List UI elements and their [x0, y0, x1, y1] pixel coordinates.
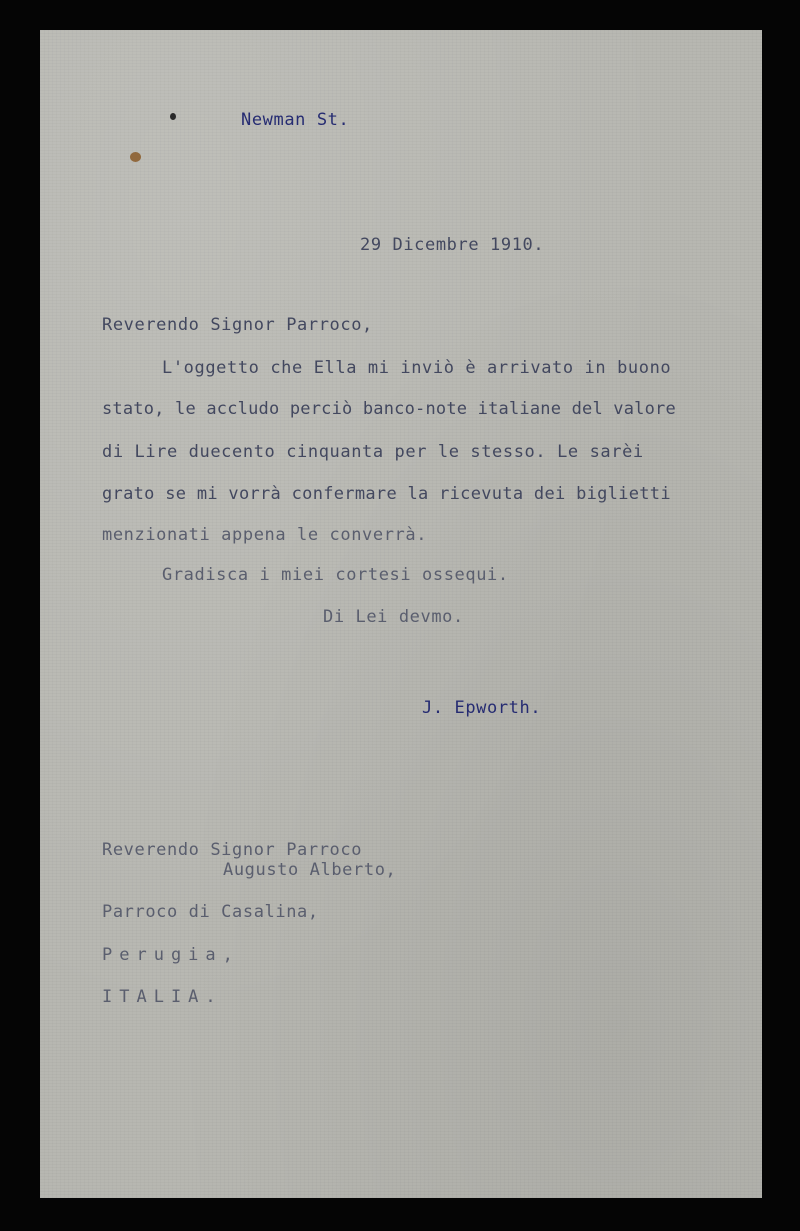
- sender-address: Newman St.: [241, 110, 350, 130]
- letter-date: 29 Dicembre 1910.: [360, 235, 545, 255]
- signature: J. Epworth.: [422, 698, 542, 718]
- recipient-line-2: Augusto Alberto,: [223, 860, 397, 880]
- recipient-country: ITALIA.: [102, 987, 223, 1007]
- body-line-4: grato se mi vorrà confermare la ricevuta dei biglietti: [102, 484, 671, 504]
- recipient-city: Perugia,: [102, 945, 240, 965]
- recipient-line-1: Reverendo Signor Parroco: [102, 840, 363, 860]
- body-line-1: L'oggetto che Ella mi inviò è arrivato in buono: [162, 358, 672, 378]
- rust-stain: [130, 152, 141, 162]
- recipient-line-3: Parroco di Casalina,: [102, 902, 319, 922]
- body-line-6: Gradisca i miei cortesi ossequi.: [162, 565, 509, 585]
- closing: Di Lei devmo.: [323, 607, 464, 627]
- body-line-2: stato, le accludo perciò banco-note italiane del valore: [102, 399, 676, 419]
- letter-page: [40, 30, 762, 1198]
- body-line-3: di Lire duecento cinquanta per le stesso. Le sarèi: [102, 442, 644, 462]
- salutation: Reverendo Signor Parroco,: [102, 315, 373, 335]
- punch-mark-top: [170, 113, 176, 120]
- body-line-5: menzionati appena le converrà.: [102, 525, 428, 545]
